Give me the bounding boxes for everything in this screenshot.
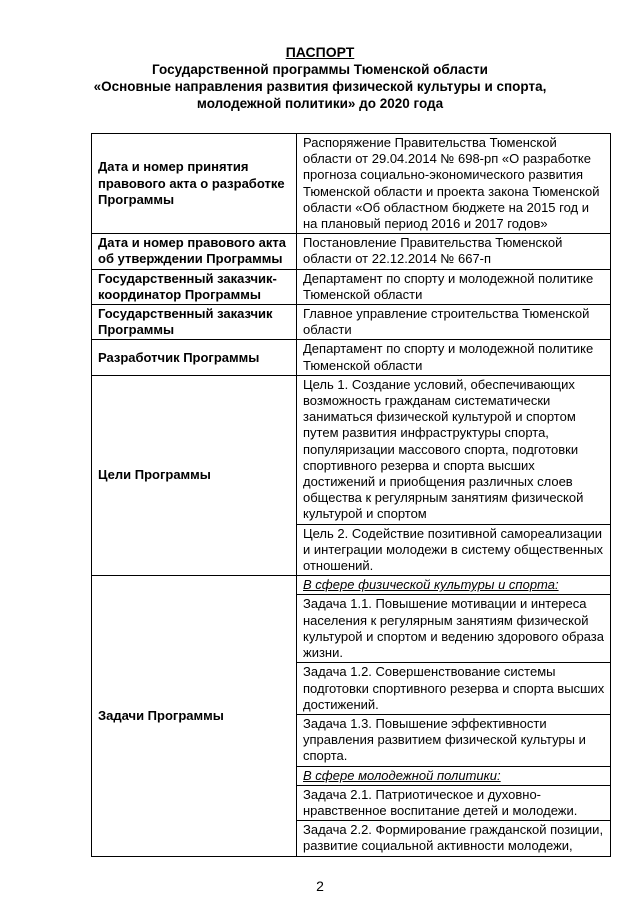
table-row xyxy=(92,134,611,234)
task-item: Задача 2.2. Формирование гражданской позиции, развитие социальной активности молодежи, xyxy=(297,821,611,856)
row-label: Дата и номер правового акта об утверждении Программы xyxy=(92,234,297,269)
row-label: Разработчик Программы xyxy=(92,340,297,375)
heading-line-4: молодежной политики» до 2020 года xyxy=(196,96,444,111)
table-row xyxy=(92,305,611,340)
heading-title: ПАСПОРТ xyxy=(285,44,355,60)
table-row xyxy=(92,375,611,524)
row-label: Дата и номер принятия правового акта о разработке Программы xyxy=(92,134,297,234)
task-item: Задача 2.1. Патриотическое и духовно-нравственное воспитание детей и молодежи. xyxy=(297,785,611,820)
goals-label: Цели Программы xyxy=(92,375,297,575)
row-label: Государственный заказчик Программы xyxy=(92,305,297,340)
task-item: Задача 1.3. Повышение эффективности управления развитием физической культуры и спорта. xyxy=(297,714,611,766)
table-row xyxy=(92,269,611,304)
row-value: Главное управление строительства Тюменской области xyxy=(297,305,611,340)
heading-line-3: «Основные направления развития физической культуры и спорта, xyxy=(93,79,547,94)
row-value: Постановление Правительства Тюменской области от 22.12.2014 № 667-п xyxy=(297,234,611,269)
task-item: Задача 1.1. Повышение мотивации и интереса населения к регулярным занятиям физической культурой и спортом и ведению здорового образа жизни. xyxy=(297,595,611,663)
row-value: Департамент по спорту и молодежной политике Тюменской области xyxy=(297,340,611,375)
tasks-label: Задачи Программы xyxy=(92,576,297,856)
goal-item: Цель 2. Содействие позитивной самореализации и интеграции молодежи в систему общественных отношений. xyxy=(297,524,611,576)
tasks-section-heading: В сфере молодежной политики: xyxy=(297,766,611,785)
row-value: Департамент по спорту и молодежной политике Тюменской области xyxy=(297,269,611,304)
tasks-section-heading: В сфере физической культуры и спорта: xyxy=(297,576,611,595)
goal-item: Цель 1. Создание условий, обеспечивающих возможность гражданам систематически заниматься физической культурой и спортом путем развития инфраструктуры спорта, популяризации массового спорта, подготовки спортивного резерва и спорта высших достижений и приобщения различных слоев общества к регулярным занятиям физической культурой и спортом xyxy=(297,375,611,524)
row-value: Распоряжение Правительства Тюменской области от 29.04.2014 № 698-рп «О разработке прогноза социально-экономического развития Тюменской области и проекта закона Тюменской области «Об областном бюджете на 2015 год и на плановый период 2016 и 2017 годов» xyxy=(297,134,611,234)
row-label: Государственный заказчик-координатор Программы xyxy=(92,269,297,304)
task-item: Задача 1.2. Совершенствование системы подготовки спортивного резерва и спорта высших достижений. xyxy=(297,663,611,715)
table-row xyxy=(92,340,611,375)
passport-table xyxy=(91,133,611,857)
table-row xyxy=(92,576,611,595)
document-heading xyxy=(0,44,640,112)
heading-line-2: Государственной программы Тюменской области xyxy=(152,62,488,77)
page-number: 2 xyxy=(316,878,324,894)
table-row xyxy=(92,234,611,269)
